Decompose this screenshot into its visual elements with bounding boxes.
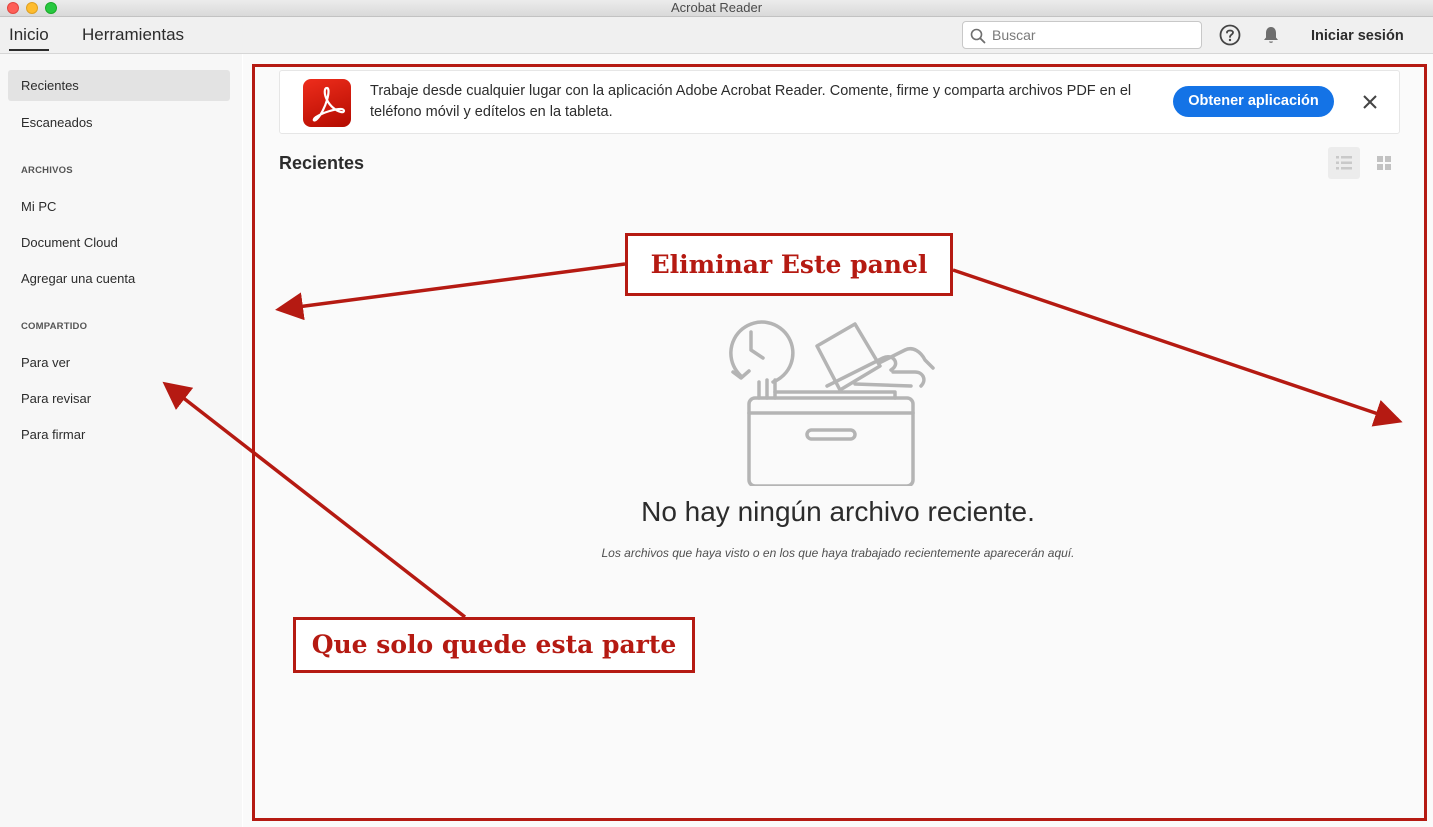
- top-nav-bar: [0, 17, 1433, 54]
- section-title: Recientes: [279, 153, 365, 173]
- banner-message: Trabaje desde cualquier lugar con la aplicación Adobe Acrobat Reader. Comente, firme y comparta archivos PDF en el teléfono móvil y edítelos en la tableta.: [370, 83, 1132, 120]
- empty-state-subtitle: Los archivos que haya visto o en los que haya trabajado recientemente aparecerán aquí.: [601, 546, 1075, 560]
- window-title: Acrobat Reader: [670, 0, 763, 15]
- sidebar-item-recientes[interactable]: Recientes: [8, 70, 230, 101]
- sidebar-section-archivos: ARCHIVOS: [21, 165, 73, 176]
- promo-banner: [279, 70, 1400, 134]
- sidebar-item-mi-pc[interactable]: Mi PC: [21, 199, 57, 214]
- acrobat-logo-icon: [303, 79, 351, 127]
- sidebar-item-para-firmar[interactable]: Para firmar: [21, 427, 86, 442]
- help-icon[interactable]: [1219, 24, 1241, 46]
- empty-state-illustration: [715, 316, 965, 486]
- annotation-keep-part: Que solo quede esta parte: [293, 617, 695, 673]
- search-box[interactable]: [962, 21, 1202, 49]
- sidebar-item-document-cloud[interactable]: Document Cloud: [21, 235, 118, 250]
- grid-view-button[interactable]: [1368, 147, 1400, 179]
- get-app-button[interactable]: Obtener aplicación: [1173, 86, 1334, 117]
- search-icon: [970, 28, 986, 44]
- main-content: [243, 54, 1433, 827]
- maximize-window-button[interactable]: [45, 2, 57, 14]
- tab-herramientas[interactable]: [82, 17, 184, 53]
- close-window-button[interactable]: [7, 2, 19, 14]
- sidebar-section-compartido: COMPARTIDO: [21, 321, 88, 332]
- grid-view-icon: [1368, 147, 1400, 179]
- list-view-button[interactable]: [1328, 147, 1360, 179]
- sidebar: [0, 54, 242, 827]
- search-input[interactable]: [992, 25, 1192, 45]
- sign-in-link[interactable]: Iniciar sesión: [1311, 28, 1404, 44]
- empty-state-title: No hay ningún archivo reciente.: [641, 496, 1035, 527]
- sidebar-item-agregar-cuenta[interactable]: Agregar una cuenta: [21, 271, 136, 286]
- annotation-remove-panel: Eliminar Este panel: [625, 233, 953, 296]
- tab-inicio-label: Inicio: [9, 25, 49, 44]
- sidebar-item-para-revisar[interactable]: Para revisar: [21, 391, 92, 406]
- sidebar-item-escaneados[interactable]: Escaneados: [21, 115, 93, 130]
- bell-icon[interactable]: [1261, 25, 1281, 45]
- active-tab-indicator: [9, 49, 49, 51]
- tab-herramientas-label: Herramientas: [82, 25, 185, 44]
- sidebar-item-para-ver[interactable]: Para ver: [21, 355, 71, 370]
- tab-inicio[interactable]: [9, 17, 49, 53]
- minimize-window-button[interactable]: [26, 2, 38, 14]
- list-view-icon: [1328, 147, 1360, 179]
- close-icon[interactable]: [1362, 94, 1378, 110]
- window-title-bar: [0, 0, 1433, 17]
